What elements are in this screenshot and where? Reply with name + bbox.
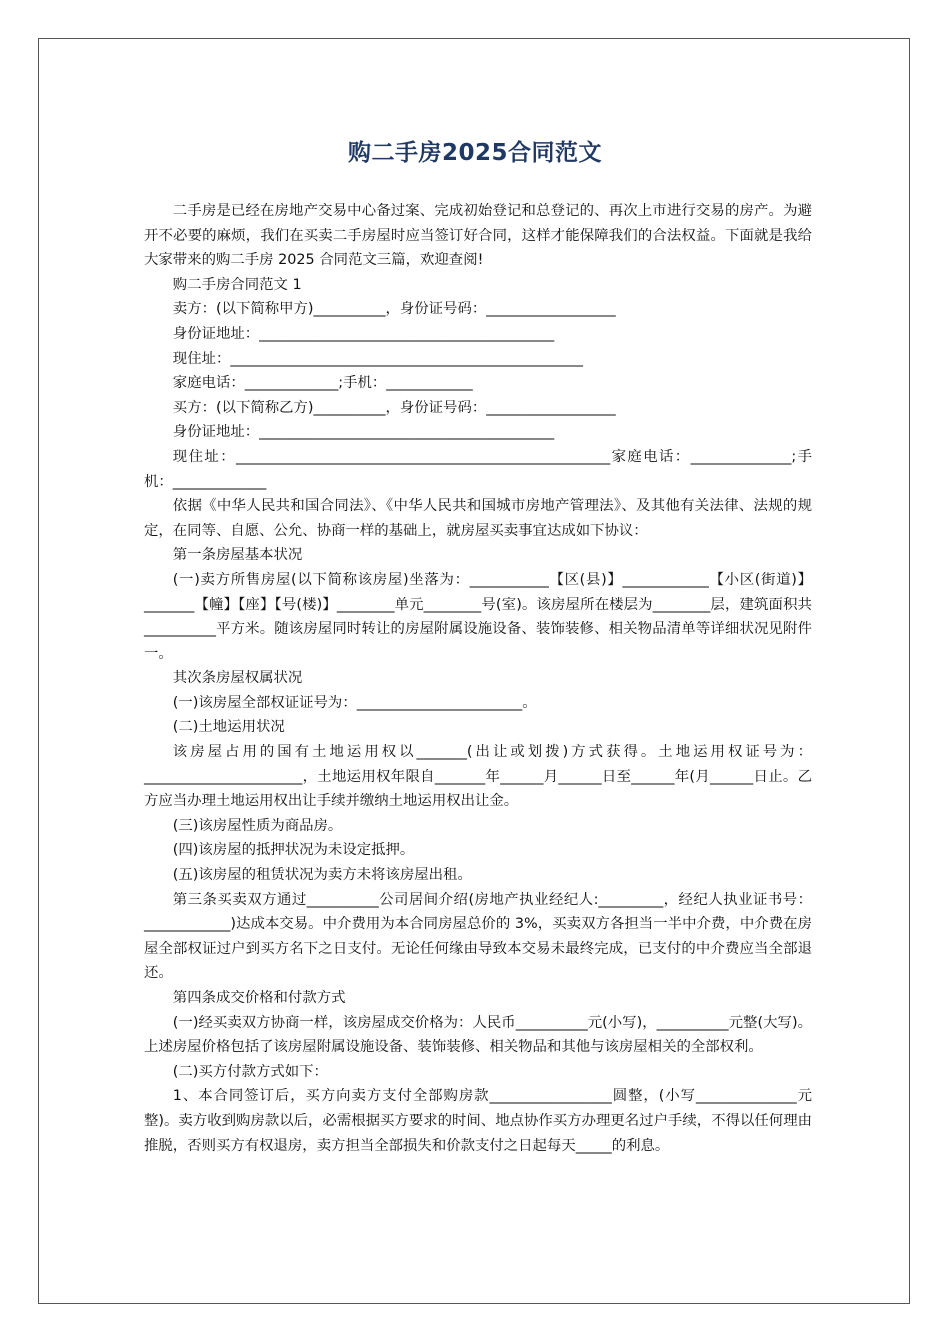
legal-basis: 依据《中华人民共和国合同法》、《中华人民共和国城市房地产管理法》、及其他有关法律、法规的规定，在同等、自愿、公允、协商一样的基础上，就房屋买卖事宜达成如下协议： (144, 498, 812, 539)
article-4-clause-2: (二)买方付款方式如下： (172, 1063, 328, 1080)
payment-item-1: 1、本合同签订后，买方向卖方支付全部购房款_________________圆整，(小写______________元整)。卖方收到购房款以后，必需根据买方要求的时间、地点协作买方办理更名过户手续，不得以任何理由推脱，否则买方有权退房，卖方担当全部损失和价款支付之日起每天_____的利息。 (144, 1088, 812, 1154)
article-2-clause-3: (三)该房屋性质为商品房。 (172, 817, 343, 834)
intro-paragraph: 二手房是已经在房地产交易中心备过案、完成初始登记和总登记的、再次上市进行交易的房产。为避开不必要的麻烦，我们在买卖二手房屋时应当签订好合同，这样才能保障我们的合法权益。下面就是我给大家带来的购二手房 2025 合同范文三篇，欢迎查阅! (144, 203, 812, 269)
seller-info: 卖方：(以下简称甲方)__________，身份证号码：__________________ (172, 301, 616, 318)
article-2-clause-2: (二)土地运用状况 (172, 719, 285, 736)
article-2-heading: 其次条房屋权属状况 (172, 670, 303, 687)
article-3: 第三条买卖双方通过__________公司居间介绍(房地产执业经纪人:_________，经纪人执业证书号：____________)达成本交易。中介费用为本合同房屋总价的 3%，买卖双方各担当一半中介费，中介费在房屋全部权证过户到买方名下之日支付。无论任何缘由导致本交易未最终完成，已支付的中介费应当全部退还。 (144, 891, 812, 982)
seller-phone: 家庭电话：_____________;手机：____________ (172, 375, 473, 392)
article-4-heading: 第四条成交价格和付款方式 (172, 990, 346, 1006)
seller-address: 现住址：_________________________________________________ (172, 350, 583, 367)
document-body (144, 199, 812, 1158)
land-use-paragraph: 该房屋占用的国有土地运用权以_______(出让或划拨)方式获得。土地运用权证号为：______________________，土地运用权年限自_______年______月______日至______年(月______日止。乙方应当办理土地运用权出让手续并缴纳土地运用权出让金。 (144, 744, 812, 810)
article-2-clause-4: (四)该房屋的抵押状况为未设定抵押。 (172, 842, 415, 859)
article-1-clause-1: (一)卖方所售房屋(以下简称该房屋)坐落为：___________【区(县)】____________【小区(街道)】_______【幢】【座】【号(楼)】________单元________号(室)。该房屋所在楼层为________层，建筑面积共__________平方米。随该房屋同时转让的房屋附属设施设备、装饰装修、相关物品清单等详细状况见附件一。 (144, 571, 812, 662)
buyer-address-phone: 现住址：____________________________________________________家庭电话：______________;手机：_____________ (144, 448, 812, 490)
buyer-info: 买方：(以下简称乙方)__________，身份证号码：__________________ (172, 399, 616, 416)
article-1-heading: 第一条房屋基本状况 (172, 547, 303, 564)
article-2-clause-1: (一)该房屋全部权证证号为：_______________________。 (172, 694, 537, 711)
article-4-clause-1: (一)经买卖双方协商一样，该房屋成交价格为：人民币__________元(小写)，__________元整(大写)。上述房屋价格包括了该房屋附属设施设备、装饰装修、相关物品和其他与该房屋相关的全部权利。 (144, 1014, 812, 1056)
buyer-id-address: 身份证地址：_________________________________________ (172, 424, 555, 441)
article-2-clause-5: (五)该房屋的租赁状况为卖方未将该房屋出租。 (172, 867, 472, 884)
seller-id-address: 身份证地址：_________________________________________ (172, 325, 555, 342)
section-heading: 购二手房合同范文 1 (172, 276, 302, 293)
document-title: 购二手房2025合同范文 (347, 140, 602, 166)
